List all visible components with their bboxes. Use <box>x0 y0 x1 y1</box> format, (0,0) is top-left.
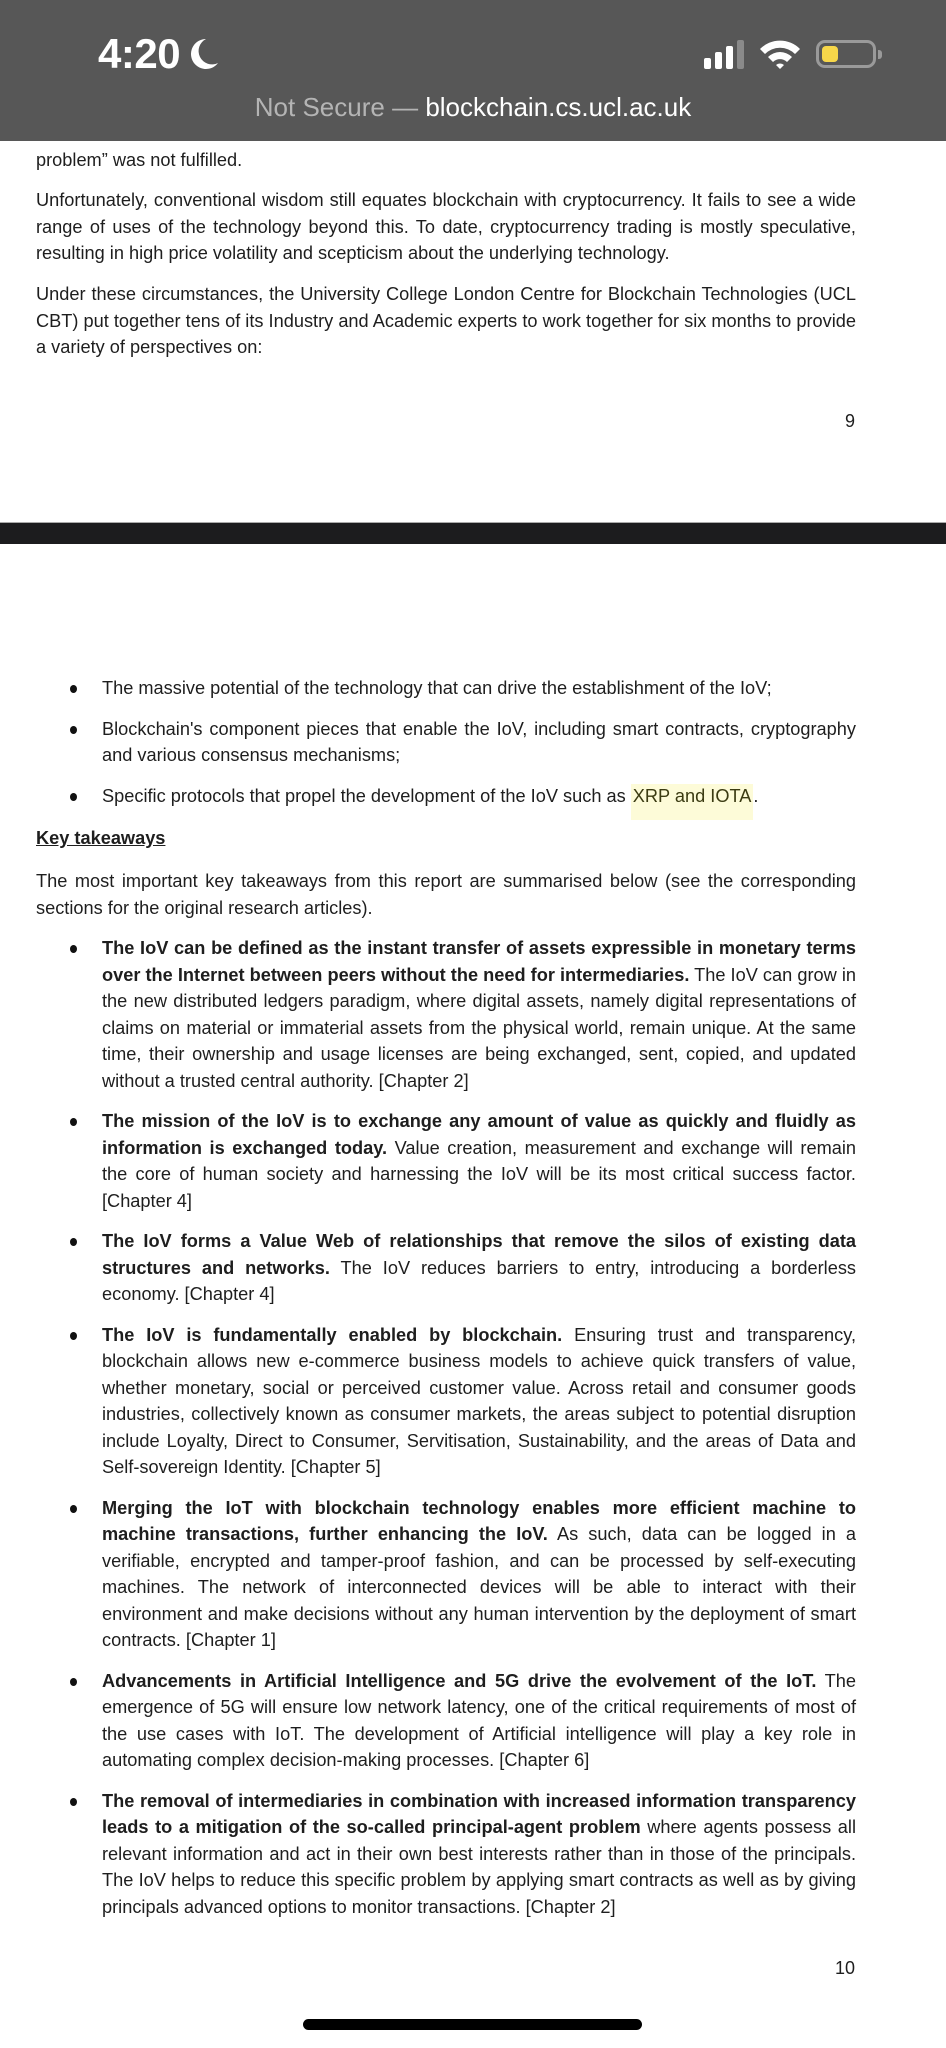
list-item: The IoV forms a Value Web of relationships that remove the silos of existing data structures and networks. The IoV reduces barriers to entry, introducing a borderless economy. [Chapter 4] <box>36 1228 856 1308</box>
battery-icon <box>816 40 876 68</box>
perspectives-list <box>36 675 856 809</box>
page-number: 10 <box>835 1958 856 1978</box>
page-separator <box>0 522 946 545</box>
highlighted-text[interactable]: XRP and IOTA <box>631 784 754 820</box>
list-item: Advancements in Artificial Intelligence and 5G drive the evolvement of the IoT. The emergence of 5G will ensure low network latency, one of the critical requirements of most of the use cases with IoT. The development of Artificial intelligence will play a key role in automating complex decision-making processes. [Chapter 6] <box>36 1668 856 1774</box>
list-item: Blockchain's component pieces that enable the IoV, including smart contracts, cryptography and various consensus mechanisms; <box>36 716 856 769</box>
moon-icon <box>188 37 220 71</box>
takeaway-bold: The IoV is fundamentally enabled by blockchain. <box>102 1324 563 1345</box>
domain-text: blockchain.cs.ucl.ac.uk <box>425 92 692 122</box>
document-page-9 <box>0 141 946 522</box>
page-number: 9 <box>845 411 856 431</box>
paragraph: problem” was not fulfilled. <box>36 150 243 170</box>
browser-top-bar <box>0 0 946 141</box>
address-bar[interactable] <box>0 92 946 123</box>
takeaway-bold: The removal of intermediaries in combination with increased information transparency leads to a mitigation of the so-called principal-agent problem <box>102 1790 856 1837</box>
takeaway-bold: Advancements in Artificial Intelligence and 5G drive the evolvement of the IoT. <box>102 1670 817 1691</box>
paragraph: Unfortunately, conventional wisdom still equates blockchain with cryptocurrency. It fails to see a wide range of uses of the technology beyond this. To date, cryptocurrency trading is mostly speculative, resulting in high price volatility and scepticism about the underlying technology. <box>36 190 856 263</box>
wifi-icon <box>758 38 802 70</box>
takeaway-bold: The IoV can be defined as the instant transfer of assets expressible in monetary terms over the Internet between peers without the need for intermediaries. <box>102 938 856 985</box>
list-item: The IoV is fundamentally enabled by blockchain. Ensuring trust and transparency, blockchain allows new e-commerce business models to achieve quick transfers of value, whether monetary, social or perceived customer value. Across retail and consumer goods industries, collectively known as consumer markets, the areas subject to potential disruption include Loyalty, Direct to Consumer, Servitisation, Sustainability, and the areas of Data and Self-sovereign Identity. [Chapter 5] <box>36 1322 856 1481</box>
time-text: 4:20 <box>98 30 181 77</box>
takeaway-bold: The mission of the IoV is to exchange any amount of value as quickly and fluidly as information is exchanged today. <box>102 1111 856 1158</box>
list-item: The mission of the IoV is to exchange any amount of value as quickly and fluidly as information is exchanged today. Value creation, measurement and exchange will remain the core of human society and harnessing the IoV will be its most critical success factor. [Chapter 4] <box>36 1108 856 1214</box>
list-item: Specific protocols that propel the development of the IoV such as XRP and IOTA . <box>36 783 856 810</box>
list-item: Merging the IoT with blockchain technology enables more efficient machine to machine transactions, further enhancing the IoV. As such, data can be logged in a verifiable, encrypted and tamper-proof fashion, and can be processed by self-executing machines. The network of interconnected devices will be able to interact with their environment and make decisions without any human intervention by the deployment of smart contracts. [Chapter 1] <box>36 1495 856 1654</box>
security-label: Not Secure — <box>254 92 419 122</box>
section-heading: Key takeaways <box>36 828 166 848</box>
list-item: The massive potential of the technology that can drive the establishment of the IoV; <box>36 675 856 702</box>
cellular-signal-icon <box>704 39 744 69</box>
takeaway-bold: The IoV forms a Value Web of relationships that remove the silos of existing data structures and networks. <box>102 1231 856 1278</box>
paragraph: Under these circumstances, the University College London Centre for Blockchain Technologies (UCL CBT) put together tens of its Industry and Academic experts to work together for six months to provide a variety of perspectives on: <box>36 284 856 357</box>
home-indicator[interactable] <box>303 2019 642 2030</box>
status-icons <box>704 38 876 70</box>
intro-paragraph: The most important key takeaways from this report are summarised below (see the corresponding sections for the original research articles). <box>36 871 856 918</box>
list-item: The IoV can be defined as the instant transfer of assets expressible in monetary terms over the Internet between peers without the need for intermediaries. The IoV can grow in the new distributed ledgers paradigm, where digital assets, namely digital representations of claims on material or immaterial assets from the physical world, remain unique. At the same time, their ownership and usage licenses are being exchanged, sent, copied, and updated without a trusted central authority. [Chapter 2] <box>36 935 856 1094</box>
document-page-10 <box>0 544 946 2048</box>
takeaways-list <box>36 935 856 1920</box>
takeaway-bold: Merging the IoT with blockchain technology enables more efficient machine to machine transactions, further enhancing the IoV. <box>102 1497 856 1544</box>
status-time <box>98 30 220 78</box>
list-item: The removal of intermediaries in combination with increased information transparency leads to a mitigation of the so-called principal-agent problem where agents possess all relevant information and act in their own best interests rather than in those of the principals. The IoV helps to reduce this specific problem by applying smart contracts as well as by giving principals advanced options to monitor transactions. [Chapter 2] <box>36 1788 856 1921</box>
